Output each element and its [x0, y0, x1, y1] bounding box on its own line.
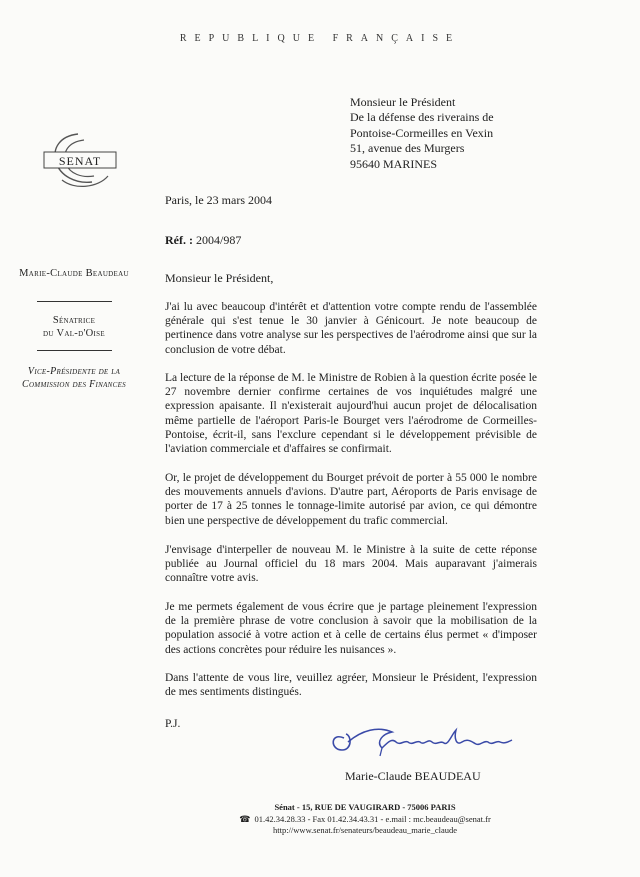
body-paragraph: J'envisage d'interpeller de nouveau M. le Ministre à la suite de cette réponse publiée au Journal officiel du 18 mars 2004. Mais auparavant j'aimerais connaître votre avis. [165, 544, 537, 585]
letter-date: Paris, le 23 mars 2004 [165, 193, 272, 207]
footer-url: http://www.senat.fr/senateurs/beaudeau_marie_claude [272, 825, 458, 835]
recipient-address [350, 95, 494, 172]
sender-vp-line2: Commission des Finances [21, 379, 126, 390]
sender-name: Marie-Claude Beaudeau [19, 268, 129, 279]
recipient-line: 95640 MARINES [350, 156, 438, 171]
body-paragraph: La lecture de la réponse de M. le Ministre de Robien à la question écrite posée le 27 novembre dernier confirme certaines de vos inquiétudes malgré une expression apaisante. Il n'existerait aujourd'hui aucun projet de délocalisation même partielle de l'aéroport Paris-le Bourget vers l'aérodrome de Cormeilles-Pontoise, écrit-il, sans l'exclure cependant si le développement prévisible de l'aviation commerciale et d'affaires se confirmait. [165, 372, 538, 456]
reference-value: 2004/987 [195, 233, 242, 247]
reference-line [165, 233, 241, 248]
senat-logo [40, 130, 120, 192]
footer-contact-line [190, 814, 540, 826]
sender-role [4, 314, 144, 340]
letterhead-footer [190, 802, 540, 837]
handwritten-signature [322, 712, 522, 760]
attachment-note: P.J. [165, 718, 181, 730]
body-paragraph: J'ai lu avec beaucoup d'intérêt et d'attention votre compte rendu de l'assemblée générale qui s'est tenue le 30 janvier à Génicourt. Je note beaucoup de pertinence dans votre analyse sur les perspectives de l'aérodrome ainsi que sur la conclusion de votre débat. [165, 301, 537, 356]
signatory-name: Marie-Claude BEAUDEAU [345, 769, 481, 783]
republique-francaise-header: REPUBLIQUE FRANÇAISE [179, 33, 461, 44]
sender-sidebar [4, 268, 144, 391]
reference-label: Réf. : [165, 233, 193, 247]
body-paragraph: Je me permets également de vous écrire que je partage pleinement l'expression de la première phrase de votre conclusion à savoir que la mobilisation de la population associé à votre action et à celle de certains élus permet « d'imposer des actions concrètes pour réduire les nuisances ». [165, 601, 537, 656]
recipient-line: 51, avenue des Murgers [350, 141, 465, 156]
body-paragraph: Or, le projet de développement du Bourget prévoit de porter à 55 000 le nombre des mouvements annuels d'avions. D'autre part, Aéroports de Paris envisage de porter de 17 à 25 tonnes le tonnage-limite autorisé par avion, ce qui démontre bien une perspective de développement du trafic commercial. [165, 472, 537, 527]
footer-contact: 01.42.34.28.33 - Fax 01.42.34.43.31 - e.mail : mc.beaudeau@senat.fr [254, 813, 491, 824]
footer-address: Sénat - 15, RUE DE VAUGIRARD - 75006 PARIS [274, 802, 456, 812]
sidebar-divider [37, 350, 112, 351]
signature-icon [322, 712, 522, 760]
telephone-icon: ☎ [239, 813, 251, 824]
salutation: Monsieur le Président, [165, 271, 274, 285]
sender-vice-presidency [4, 365, 144, 391]
closing-paragraph: Dans l'attente de vous lire, veuillez agréer, Monsieur le Président, l'expression de mes sentiments distingués. [165, 672, 537, 699]
recipient-line: Pontoise-Cormeilles en Vexin [350, 125, 494, 140]
sender-vp-line1: Vice-Présidente de la [27, 366, 121, 377]
senat-logo-icon [40, 130, 120, 192]
sender-role-line1: Sénatrice [52, 315, 96, 326]
senat-logo-text: SENAT [58, 154, 102, 168]
sidebar-divider [37, 301, 112, 302]
recipient-line: Monsieur le Président [350, 95, 456, 109]
recipient-line: De la défense des riverains de [350, 110, 494, 125]
sender-role-line2: du Val-d'Oise [43, 328, 105, 339]
